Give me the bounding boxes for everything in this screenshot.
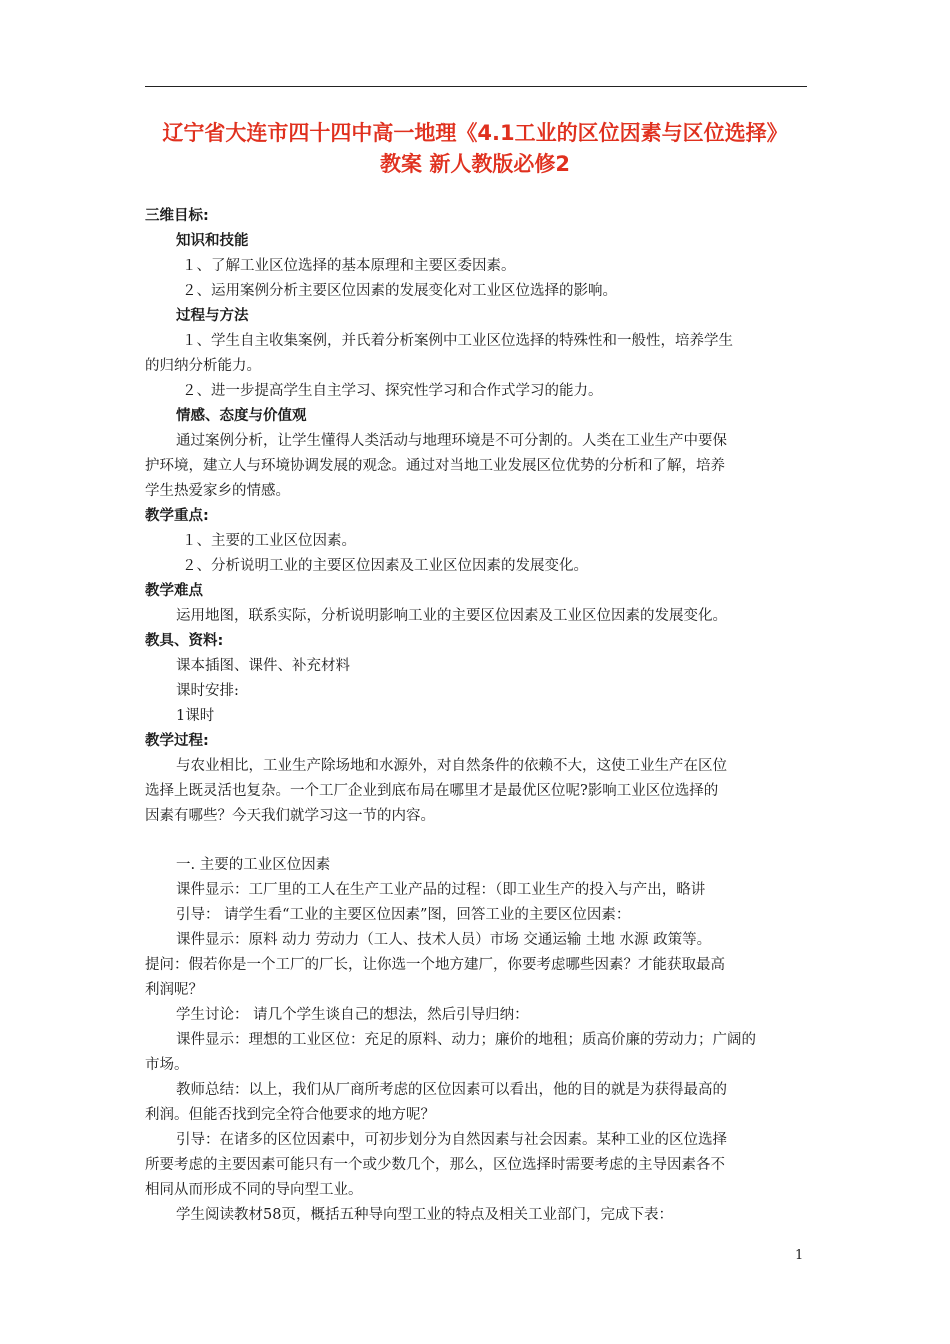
text-line: 课件显示：原料 动力 劳动力（工人、技术人员）市场 交通运输 土地 水源 政策等。 [176,932,712,948]
text-line: 与农业相比，工业生产除场地和水源外，对自然条件的依赖不大，这使工业生产在区位 [176,758,727,774]
text-line: 提问：假若你是一个工厂的厂长，让你选一个地方建厂，你要考虑哪些因素？才能获取最高 [145,957,725,973]
section-heading: 情感、态度与价值观 [176,408,307,424]
page-number: 1 [795,1248,804,1263]
text-line: 的归纳分析能力。 [145,358,261,374]
text-line: 运用地图，联系实际，分析说明影响工业的主要区位因素及工业区位因素的发展变化。 [176,608,727,624]
text-line: １、主要的工业区位因素。 [182,533,356,549]
header-rule [145,86,807,87]
text-line: 课时安排: [176,683,239,699]
text-line: 选择上既灵活也复杂。一个工厂企业到底布局在哪里才是最优区位呢?影响工业区位选择的 [145,783,719,799]
section-heading: 教学重点: [145,508,209,524]
paragraph-gap [145,829,810,853]
document-body [145,204,810,1228]
text-line: 课件显示：工厂里的工人在生产工业产品的过程：（即工业生产的投入与产出，略讲 [176,882,706,898]
text-line: ２、进一步提高学生自主学习、探究性学习和合作式学习的能力。 [182,383,603,399]
text-line: 1课时 [176,708,215,724]
text-line: 一. 主要的工业区位因素 [176,857,331,873]
text-line: 因素有哪些？今天我们就学习这一节的内容。 [145,808,435,824]
text-line: 引导：在诸多的区位因素中，可初步划分为自然因素与社会因素。某种工业的区位选择 [176,1132,727,1148]
section-heading: 教学难点 [145,583,203,599]
text-line: 利润。但能否找到完全符合他要求的地方呢？ [145,1107,435,1123]
text-line: 学生讨论： 请几个学生谈自己的想法，然后引导归纳： [176,1007,529,1023]
text-line: 利润呢？ [145,982,203,998]
title-line-2: 教案 新人教版必修2 [380,152,570,176]
section-heading: 教具、资料: [145,633,224,649]
text-line: 课本插图、课件、补充材料 [176,658,350,674]
text-line: 课件显示：理想的工业区位：充足的原料、动力；廉价的地租；质高价廉的劳动力；广阔的 [176,1032,756,1048]
text-line: ２、运用案例分析主要区位因素的发展变化对工业区位选择的影响。 [182,283,617,299]
title-line-1: 辽宁省大连市四十四中高一地理《4.1工业的区位因素与区位选择》 [162,121,788,145]
section-heading: 教学过程: [145,733,209,749]
text-line: １、学生自主收集案例，并氏着分析案例中工业区位选择的特殊性和一般性，培养学生 [182,333,733,349]
text-line: 学生阅读教材58页，概括五种导向型工业的特点及相关工业部门，完成下表： [176,1207,673,1223]
text-line: 通过案例分析，让学生懂得人类活动与地理环境是不可分割的。人类在工业生产中要保 [176,433,727,449]
text-line: 所要考虑的主要因素可能只有一个或少数几个，那么，区位选择时需要考虑的主导因素各不 [145,1157,725,1173]
section-heading: 过程与方法 [176,308,249,324]
text-line: 教师总结：以上，我们从厂商所考虑的区位因素可以看出，他的目的就是为获得最高的 [176,1082,727,1098]
text-line: 学生热爱家乡的情感。 [145,483,290,499]
document-title [130,118,820,180]
text-line: ２、分析说明工业的主要区位因素及工业区位因素的发展变化。 [182,558,588,574]
section-heading: 三维目标: [145,208,209,224]
text-line: 护环境，建立人与环境协调发展的观念。通过对当地工业发展区位优势的分析和了解，培养 [145,458,725,474]
text-line: 市场。 [145,1057,189,1073]
text-line: 相同从而形成不同的导向型工业。 [145,1182,363,1198]
text-line: １、了解工业区位选择的基本原理和主要区委因素。 [182,258,516,274]
text-line: 引导： 请学生看“工业的主要区位因素”图，回答工业的主要区位因素： [176,907,631,923]
section-heading: 知识和技能 [176,233,249,249]
